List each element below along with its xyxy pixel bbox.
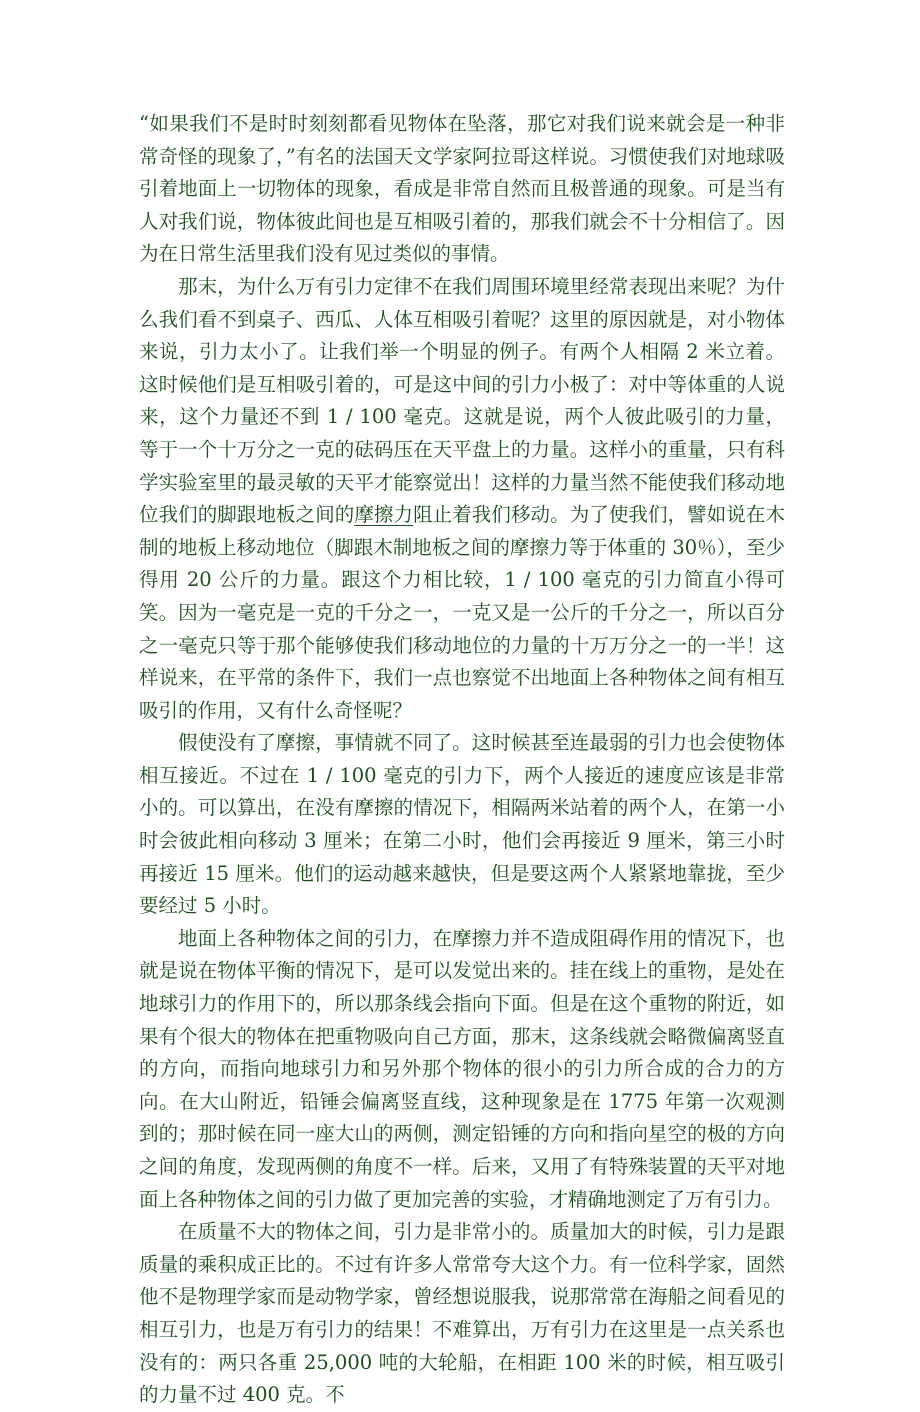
paragraph-5 — [139, 1216, 785, 1412]
paragraph-1-text: “如果我们不是时时刻刻都看见物体在坠落，那它对我们说来就会是一种非常奇怪的现象了，”有名的法国天文学家阿拉哥这样说。习惯使我们对地球吸引着地面上一切物体的现象，看成是非常自然而且极普通的现象。可是当有人对我们说，物体彼此间也是互相吸引着的，那我们就会不十分相信了。因为在日常生活里我们没有见过类似的事情。 — [139, 112, 785, 266]
document-page — [139, 108, 785, 1412]
paragraph-2 — [139, 271, 785, 727]
paragraph-1 — [139, 108, 785, 271]
paragraph-2-text-b: 阻止着我们移动。为了使我们，譬如说在木制的地板上移动地位（脚跟木制地板之间的摩擦力等于体重的 30％），至少得用 20 公斤的力量。跟这个力相比较，1 / 100 毫克的引力简直小得可笑。因为一毫克是一克的千分之一，一克又是一公斤的千分之一，所以百分之一毫克只等于那个能够使我们移动地位的力量的十万万分之一的一半！这样说来，在平常的条件下，我们一点也察觉不出地面上各种物体之间有相互吸引的作用，又有什么奇怪呢？ — [139, 503, 785, 722]
paragraph-4 — [139, 923, 785, 1216]
paragraph-4-text: 地面上各种物体之间的引力，在摩擦力并不造成阻碍作用的情况下，也就是说在物体平衡的情况下，是可以发觉出来的。挂在线上的重物，是处在地球引力的作用下的，所以那条线会指向下面。但是在这个重物的附近，如果有个很大的物体在把重物吸向自己方面，那末，这条线就会略微偏离竖直的方向，而指向地球引力和另外那个物体的很小的引力所合成的合力的方向。在大山附近，铅锤会偏离竖直线，这种现象是在 1775 年第一次观测到的；那时候在同一座大山的两侧，测定铅锤的方向和指向星空的极的方向之间的角度，发现两侧的角度不一样。后来，又用了有特殊装置的天平对地面上各种物体之间的引力做了更加完善的实验，才精确地测定了万有引力。 — [139, 926, 785, 1211]
friction-link[interactable]: 摩擦力 — [354, 503, 414, 527]
paragraph-2-text-a: 那末，为什么万有引力定律不在我们周围环境里经常表现出来呢？为什么我们看不到桌子、西瓜、人体互相吸引着呢？这里的原因就是，对小物体来说，引力太小了。让我们举一个明显的例子。有两个人相隔 2 米立着。这时候他们是互相吸引着的，可是这中间的引力小极了：对中等体重的人说来，这个力量还不到 1 / 100 毫克。这就是说，两个人彼此吸引的力量，等于一个十万分之一克的砝码压在天平盘上的力量。这样小的重量，只有科学实验室里的最灵敏的天平才能察觉出！这样的力量当然不能使我们移动地位我们的脚跟地板之间的 — [139, 274, 785, 527]
paragraph-3 — [139, 727, 785, 923]
paragraph-5-text: 在质量不大的物体之间，引力是非常小的。质量加大的时候，引力是跟质量的乘积成正比的。不过有许多人常常夸大这个力。有一位科学家，固然他不是物理学家而是动物学家，曾经想说服我，说那常常在海船之间看见的相互引力，也是万有引力的结果！不难算出，万有引力在这里是一点关系也没有的：两只各重 25,000 吨的大轮船，在相距 100 米的时候，相互吸引的力量不过 400 克。不 — [139, 1220, 785, 1407]
paragraph-3-text: 假使没有了摩擦，事情就不同了。这时候甚至连最弱的引力也会使物体相互接近。不过在 1 / 100 毫克的引力下，两个人接近的速度应该是非常小的。可以算出，在没有摩擦的情况下，相隔两米站着的两个人，在第一小时会彼此相向移动 3 厘米；在第二小时，他们会再接近 9 厘米，第三小时再接近 15 厘米。他们的运动越来越快，但是要这两个人紧紧地靠拢，至少要经过 5 小时。 — [139, 731, 785, 918]
